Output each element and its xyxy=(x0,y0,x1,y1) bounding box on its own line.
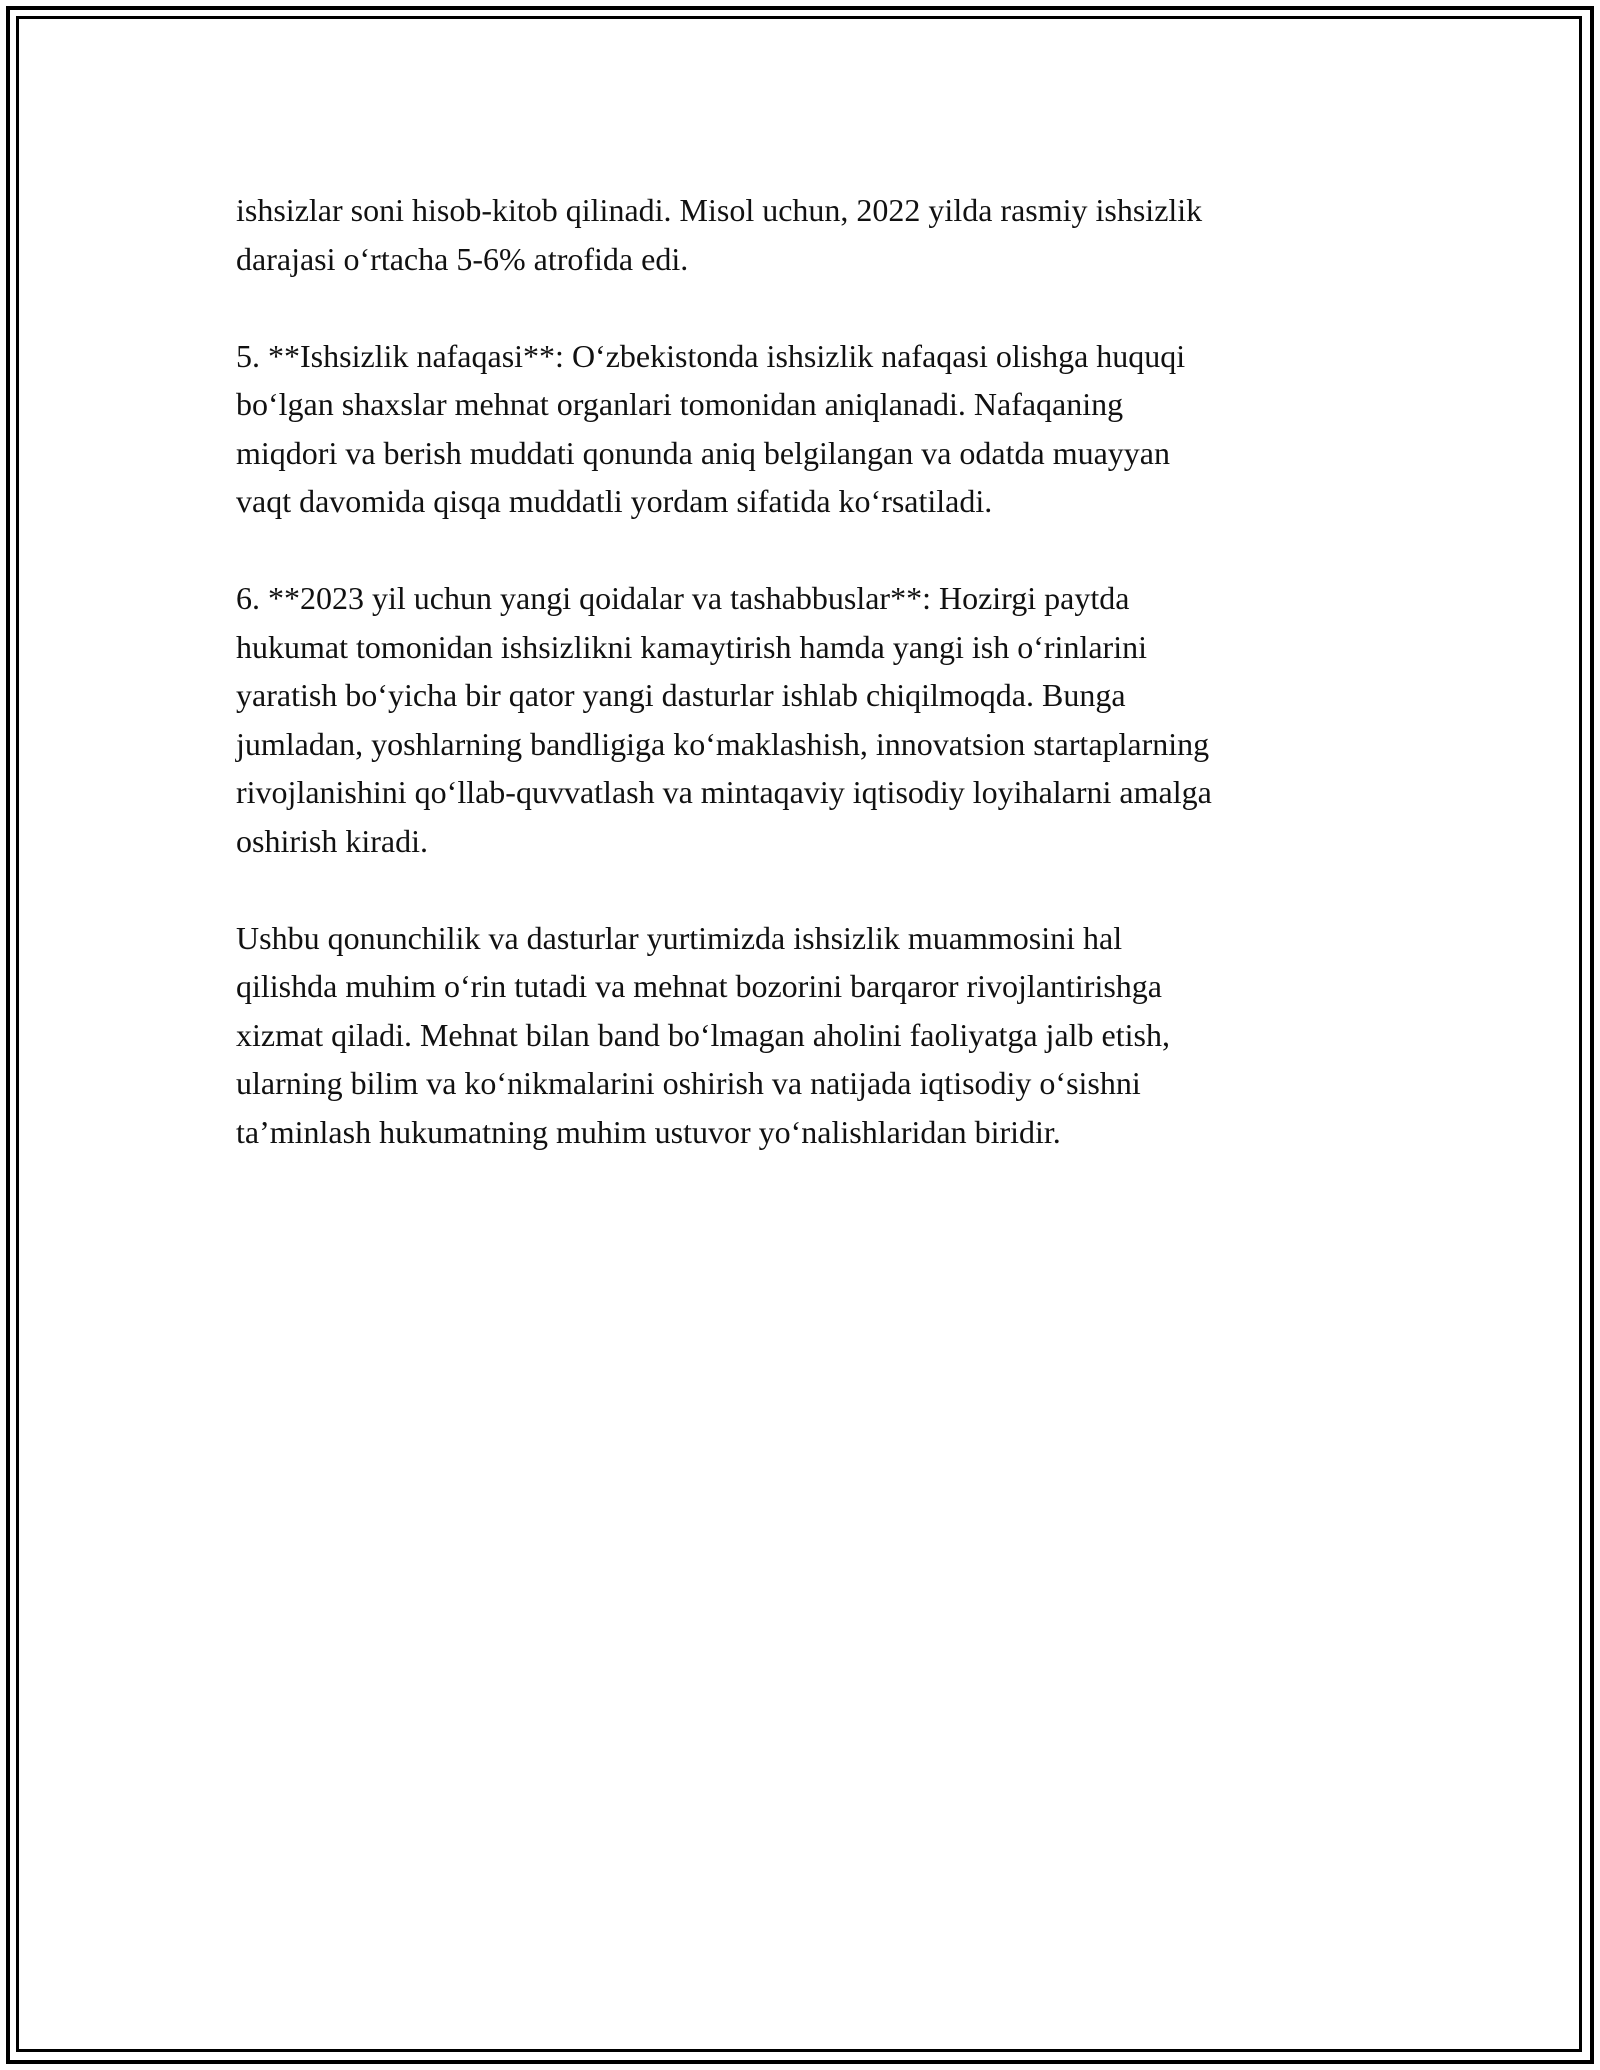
paragraph-unemployment-count xyxy=(236,186,1376,283)
text-line: ishsizlar soni hisob-kitob qilinadi. Misol uchun, 2022 yilda rasmiy ishsizlik xyxy=(236,192,1203,228)
text-line: ta’minlash hukumatning muhim ustuvor yo‘nalishlaridan biridir. xyxy=(236,1113,1061,1150)
text-line: darajasi o‘rtacha 5-6% atrofida edi. xyxy=(236,240,689,277)
paragraph-new-rules-2023 xyxy=(236,574,1376,865)
text-line: 5. **Ishsizlik nafaqasi**: O‘zbekistonda ishsizlik nafaqasi olishga huquqi xyxy=(236,337,1186,374)
paragraph-conclusion xyxy=(236,914,1376,1157)
text-line: vaqt davomida qisqa muddatli yordam sifatida ko‘rsatiladi. xyxy=(236,483,993,519)
text-line: bo‘lgan shaxslar mehnat organlari tomonidan aniqlanadi. Nafaqaning xyxy=(236,386,1124,422)
text-line: 6. **2023 yil uchun yangi qoidalar va tashabbuslar**: Hozirgi paytda xyxy=(236,580,1130,616)
document-body xyxy=(236,186,1376,1205)
text-line: hukumat tomonidan ishsizlikni kamaytirish hamda yangi ish o‘rinlarini xyxy=(236,628,1147,665)
text-line: rivojlanishini qo‘llab-quvvatlash va mintaqaviy iqtisodiy loyihalarni amalga xyxy=(236,774,1212,810)
text-line: yaratish bo‘yicha bir qator yangi dasturlar ishlab chiqilmoqda. Bunga xyxy=(236,677,1126,713)
text-line: oshirish kiradi. xyxy=(236,822,428,859)
paragraph-unemployment-benefit xyxy=(236,332,1376,526)
text-line: qilishda muhim o‘rin tutadi va mehnat bozorini barqaror rivojlantirishga xyxy=(236,968,1162,1004)
text-line: xizmat qiladi. Mehnat bilan band bo‘lmagan aholini faoliyatga jalb etish, xyxy=(236,1016,1170,1053)
text-line: jumladan, yoshlarning bandligiga ko‘maklashish, innovatsion startaplarning xyxy=(236,725,1210,762)
text-line: miqdori va berish muddati qonunda aniq belgilangan va odatda muayyan xyxy=(236,434,1170,471)
text-line: Ushbu qonunchilik va dasturlar yurtimizda ishsizlik muammosini hal xyxy=(236,919,1123,956)
text-line: ularning bilim va ko‘nikmalarini oshirish va natijada iqtisodiy o‘sishni xyxy=(236,1065,1141,1101)
